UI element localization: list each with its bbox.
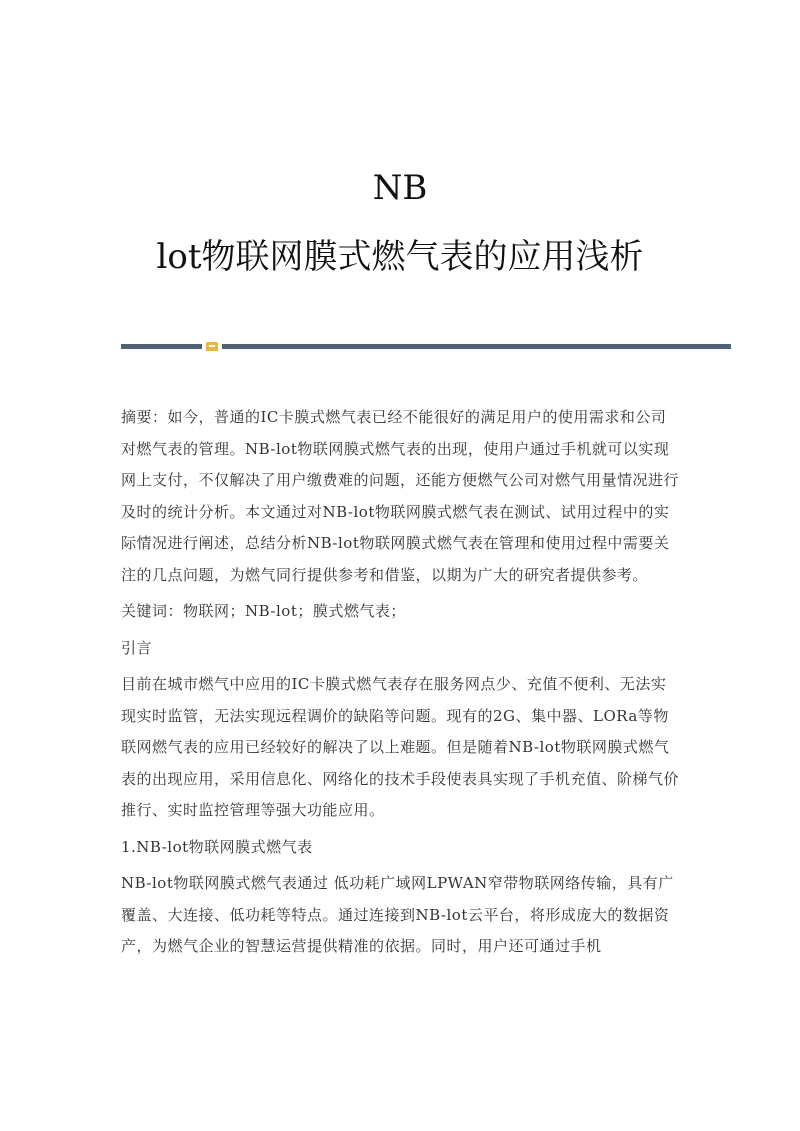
- divider-bar-right: [222, 344, 731, 349]
- title-divider: [121, 342, 731, 351]
- section-1-heading: 1.NB-lot物联网膜式燃气表: [121, 837, 313, 856]
- intro-paragraph: 目前在城市燃气中应用的IC卡膜式燃气表存在服务网点少、充值不便利、无法实现实时监管，无法实现远程调价的缺陷等问题。现有的2G、集中器、LORa等物联网燃气表的应用已经较好的解决了以上难题。但是随着NB-lot物联网膜式燃气表的出现应用，采用信息化、网络化的技术手段使表具实现了手机充值、阶梯气价推行、实时监控管理等强大功能应用。: [121, 675, 680, 819]
- document-body: [121, 402, 681, 963]
- title-line-2: lot物联网膜式燃气表的应用浅析: [156, 237, 644, 277]
- title-line-1: NB: [372, 168, 428, 208]
- keywords-line: 关键词：物联网；NB-lot；膜式燃气表；: [121, 602, 406, 620]
- section-1-paragraph: NB-lot物联网膜式燃气表通过 低功耗广域网LPWAN窄带物联网络传输，具有广覆盖、大连接、低功耗等特点。通过连接到NB-lot云平台，将形成庞大的数据资产，为燃气企业的智慧运营提供精准的依据。同时，用户还可通过手机: [121, 874, 674, 955]
- intro-heading: 引言: [121, 638, 153, 657]
- abstract-paragraph: 摘要：如今，普通的IC卡膜式燃气表已经不能很好的满足用户的使用需求和公司对燃气表的管理。NB-lot物联网膜式燃气表的出现，使用户通过手机就可以实现网上支付，不仅解决了用户缴费难的问题，还能方便燃气公司对燃气用量情况进行及时的统计分析。本文通过对NB-lot物联网膜式燃气表在测试、试用过程中的实际情况进行阐述，总结分析NB-lot物联网膜式燃气表在管理和使用过程中需要关注的几点问题，为燃气同行提供参考和借鉴，以期为广大的研究者提供参考。: [121, 408, 680, 584]
- divider-bar-left: [121, 344, 202, 349]
- divider-emblem-icon: [206, 342, 218, 351]
